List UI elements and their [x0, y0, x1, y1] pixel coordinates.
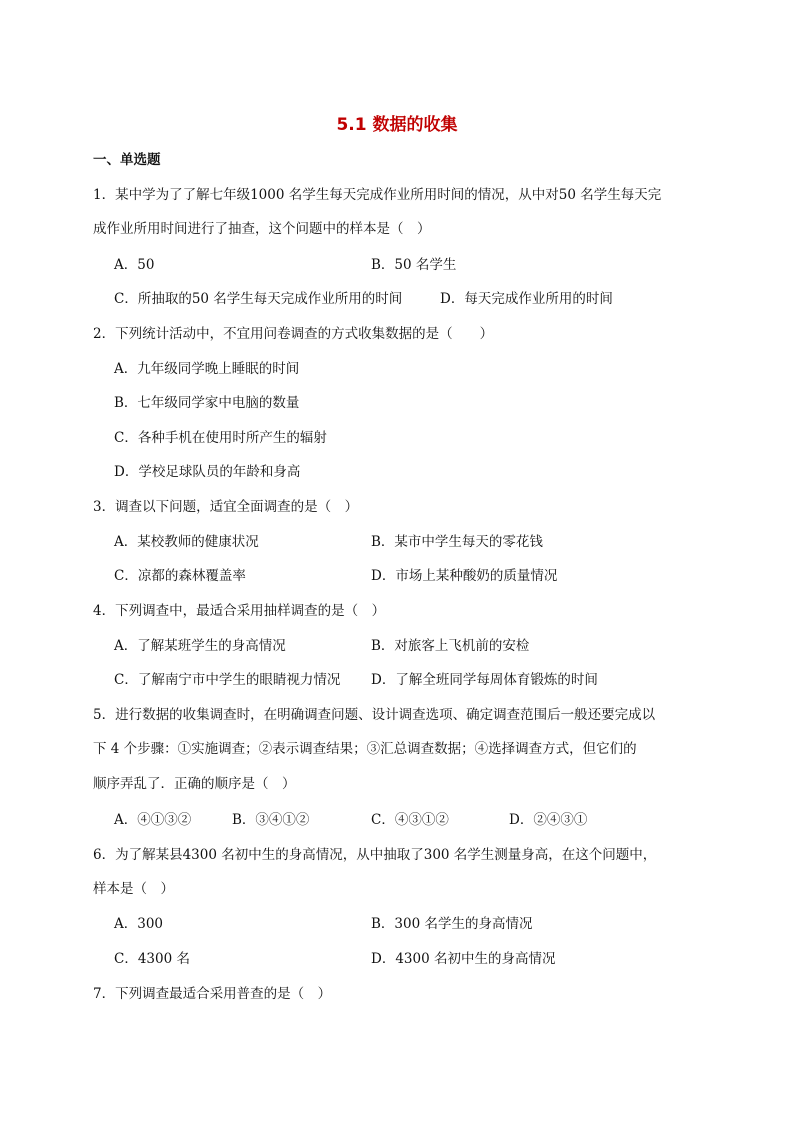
question-3-option-b: B．某市中学生每天的零花钱 — [371, 534, 543, 550]
section-heading: 一、单选题 — [93, 152, 161, 168]
question-5-option-c: C．④③①② — [371, 812, 449, 828]
question-6-line-2: 样本是（ ） — [93, 881, 174, 897]
question-1-option-b: B．50 名学生 — [371, 257, 457, 273]
question-1-line-1: 1．某中学为了了解七年级1000 名学生每天完成作业所用时间的情况，从中对50 名学生每天完 — [93, 187, 662, 203]
question-5-line-2: 下 4 个步骤：①实施调查；②表示调查结果；③汇总调查数据；④选择调查方式，但它们的 — [93, 741, 637, 757]
question-5-option-d: D．②④③① — [509, 812, 588, 828]
question-2-option-a: A．九年级同学晚上睡眠的时间 — [114, 361, 300, 377]
question-2-option-d: D．学校足球队员的年龄和身高 — [114, 464, 301, 480]
question-5-option-a: A．④①③② — [114, 812, 192, 828]
question-6-option-c: C．4300 名 — [114, 951, 190, 967]
question-3-option-c: C．凉都的森林覆盖率 — [114, 568, 246, 584]
question-1-option-c: C．所抽取的50 名学生每天完成作业所用的时间 — [114, 291, 403, 307]
question-6-line-1: 6．为了解某县4300 名初中生的身高情况，从中抽取了300 名学生测量身高，在这个问题中， — [93, 847, 657, 863]
question-7-line-1: 7．下列调查最适合采用普查的是（ ） — [93, 986, 332, 1002]
question-1-option-a: A．50 — [114, 257, 155, 273]
question-4-option-d: D．了解全班同学每周体育锻炼的时间 — [371, 672, 598, 688]
question-1-line-2: 成作业所用时间进行了抽查，这个问题中的样本是（ ） — [93, 221, 431, 237]
question-4-option-b: B．对旅客上飞机前的安检 — [371, 638, 530, 654]
question-3-option-a: A．某校教师的健康状况 — [114, 534, 259, 550]
question-2-line-1: 2．下列统计活动中，不宜用问卷调查的方式收集数据的是（ ） — [93, 326, 494, 342]
question-4-option-a: A．了解某班学生的身高情况 — [114, 638, 286, 654]
page-title: 5.1 数据的收集 — [336, 115, 458, 135]
question-2-option-b: B．七年级同学家中电脑的数量 — [114, 395, 300, 411]
question-5-line-1: 5．进行数据的收集调查时，在明确调查问题、设计调查选项、确定调查范围后一般还要完成以 — [93, 707, 656, 723]
question-6-option-a: A．300 — [114, 916, 164, 932]
question-3-line-1: 3．调查以下问题，适宜全面调查的是（ ） — [93, 499, 359, 515]
question-1-option-d: D．每天完成作业所用的时间 — [440, 291, 613, 307]
question-6-option-b: B．300 名学生的身高情况 — [371, 916, 533, 932]
question-5-option-b: B．③④①② — [232, 812, 310, 828]
question-3-option-d: D．市场上某种酸奶的质量情况 — [371, 568, 558, 584]
question-4-option-c: C．了解南宁市中学生的眼睛视力情况 — [114, 672, 341, 688]
question-5-line-3: 顺序弄乱了．正确的顺序是（ ） — [93, 776, 296, 792]
question-6-option-d: D．4300 名初中生的身高情况 — [371, 951, 556, 967]
question-2-option-c: C．各种手机在使用时所产生的辐射 — [114, 430, 327, 446]
question-4-line-1: 4．下列调查中，最适合采用抽样调查的是（ ） — [93, 603, 386, 619]
